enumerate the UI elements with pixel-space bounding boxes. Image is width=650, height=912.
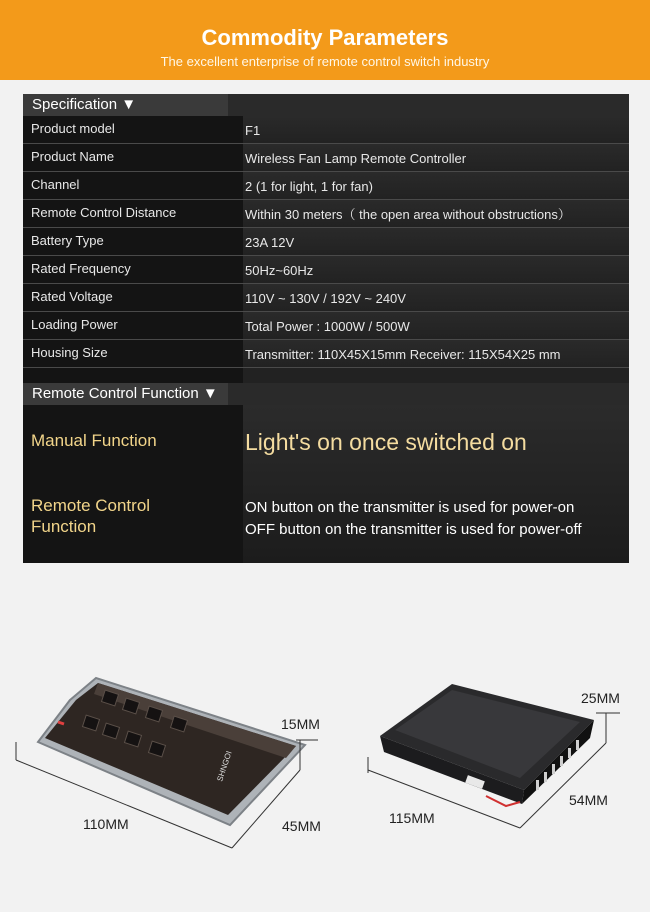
transmitter-width-label: 45MM bbox=[282, 818, 321, 834]
spec-label: Loading Power bbox=[23, 312, 243, 339]
receiver-length-label: 115MM bbox=[389, 810, 435, 826]
transmitter-remote-image bbox=[38, 678, 305, 825]
receiver-width-label: 54MM bbox=[569, 792, 608, 808]
specification-header-label: Specification ▼ bbox=[32, 96, 137, 113]
spec-label: Rated Voltage bbox=[23, 284, 243, 311]
banner-subtitle: The excellent enterprise of remote control switch industry bbox=[160, 54, 490, 69]
spec-value: 110V ~ 130V / 192V ~ 240V bbox=[243, 284, 629, 311]
remote-function-value-line1: ON button on the transmitter is used for power-on bbox=[245, 499, 575, 516]
transmitter-height-label: 15MM bbox=[281, 716, 320, 732]
spec-value: Within 30 meters（ the open area without obstructions） bbox=[243, 200, 629, 227]
remote-function-header-label: Remote Control Function ▼ bbox=[32, 385, 218, 402]
spec-value: F1 bbox=[243, 116, 629, 143]
banner-title: Commodity Parameters bbox=[201, 25, 449, 50]
transmitter-brand-text: SHNGOI bbox=[215, 749, 234, 783]
spec-value: 23A 12V bbox=[243, 228, 629, 255]
manual-function-value: Light's on once switched on bbox=[245, 429, 527, 455]
spec-label: Product Name bbox=[23, 144, 243, 171]
spec-value: Wireless Fan Lamp Remote Controller bbox=[243, 144, 629, 171]
remote-function-label-line1: Remote Control bbox=[31, 496, 151, 515]
spec-value: 2 (1 for light, 1 for fan) bbox=[243, 172, 629, 199]
remote-function-label-line2: Function bbox=[31, 517, 97, 536]
receiver-image bbox=[380, 684, 594, 806]
remote-function-value-line2: OFF button on the transmitter is used for power-off bbox=[245, 521, 582, 538]
transmitter-length-label: 110MM bbox=[83, 816, 129, 832]
spec-value: 50Hz~60Hz bbox=[243, 256, 629, 283]
manual-function-label: Manual Function bbox=[31, 431, 157, 450]
spec-label: Rated Frequency bbox=[23, 256, 243, 283]
spec-value: Transmitter: 110X45X15mm Receiver: 115X54X25 mm bbox=[243, 340, 629, 367]
spec-label: Remote Control Distance bbox=[23, 200, 243, 227]
spec-label: Product model bbox=[23, 116, 243, 143]
spec-label: Battery Type bbox=[23, 228, 243, 255]
spec-label: Housing Size bbox=[23, 340, 243, 367]
spec-value: Total Power : 1000W / 500W bbox=[243, 312, 629, 339]
receiver-height-label: 25MM bbox=[581, 690, 620, 706]
spec-label: Channel bbox=[23, 172, 243, 199]
